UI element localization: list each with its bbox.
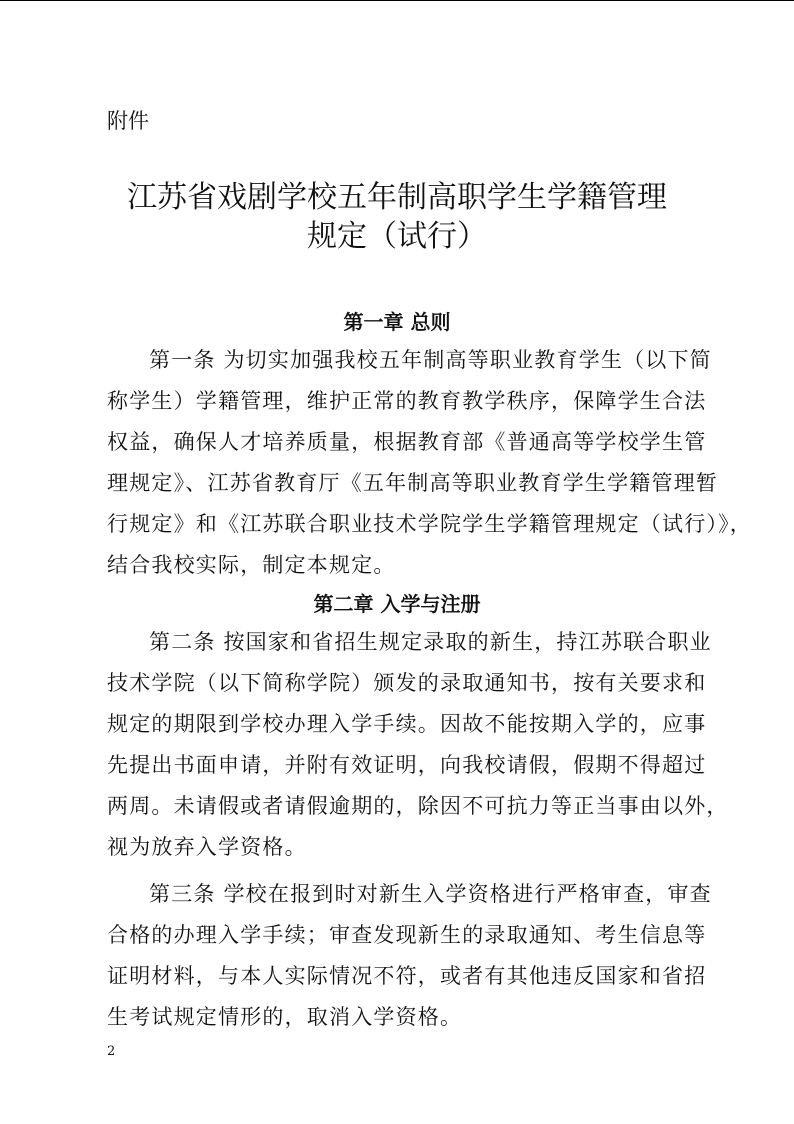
document-title-line-1: 江苏省戏剧学校五年制高职学生学籍管理 [127, 180, 667, 215]
paragraph-line: 第一条 为切实加强我校五年制高等职业教育学生（以下简 [149, 348, 712, 372]
chapter-1-heading: 第一章 总则 [343, 310, 451, 334]
paragraph-line: 先提出书面申请，并附有效证明，向我校请假，假期不得超过 [107, 753, 707, 777]
paragraph-line: 权益，确保人才培养质量，根据教育部《普通高等学校学生管 [107, 430, 707, 454]
paragraph-line: 生考试规定情形的，取消入学资格。 [107, 1005, 463, 1029]
top-border-rule [0, 0, 794, 1]
paragraph-line: 结合我校实际，制定本规定。 [107, 553, 396, 577]
paragraph-line: 第二条 按国家和省招生规定录取的新生，持江苏联合职业 [149, 630, 712, 654]
article-2-paragraph [107, 622, 729, 868]
paragraph-line: 第三条 学校在报到时对新生入学资格进行严格审查，审查 [149, 882, 712, 906]
article-1-paragraph [107, 340, 752, 586]
paragraph-line: 视为放弃入学资格。 [107, 835, 307, 859]
paragraph-line: 称学生）学籍管理，维护正常的教育教学秩序，保障学生合法 [107, 389, 707, 413]
document-body [107, 304, 752, 1038]
article-3-paragraph [107, 874, 712, 1038]
chapter-2-heading: 第二章 入学与注册 [313, 592, 481, 616]
paragraph-line: 合格的办理入学手续；审查发现新生的录取通知、考生信息等 [107, 923, 707, 947]
paragraph-line: 行规定》和《江苏联合职业技术学院学生学籍管理规定（试行）》， [107, 512, 752, 536]
paragraph-line: 证明材料，与本人实际情况不符，或者有其他违反国家和省招 [107, 964, 707, 988]
document-title-line-2: 规定（试行） [307, 219, 487, 254]
paragraph-line: 规定的期限到学校办理入学手续。因故不能按期入学的，应事 [107, 712, 707, 736]
attachment-label: 附件 [107, 109, 149, 133]
paragraph-line: 理规定》、江苏省教育厅《五年制高等职业教育学生学籍管理暂 [107, 471, 719, 495]
paragraph-line: 两周。未请假或者请假逾期的，除因不可抗力等正当事由以外， [107, 794, 729, 818]
document-title [0, 178, 794, 256]
page-number: 2 [107, 1044, 116, 1059]
paragraph-line: 技术学院（以下简称学院）颁发的录取通知书，按有关要求和 [107, 671, 707, 695]
